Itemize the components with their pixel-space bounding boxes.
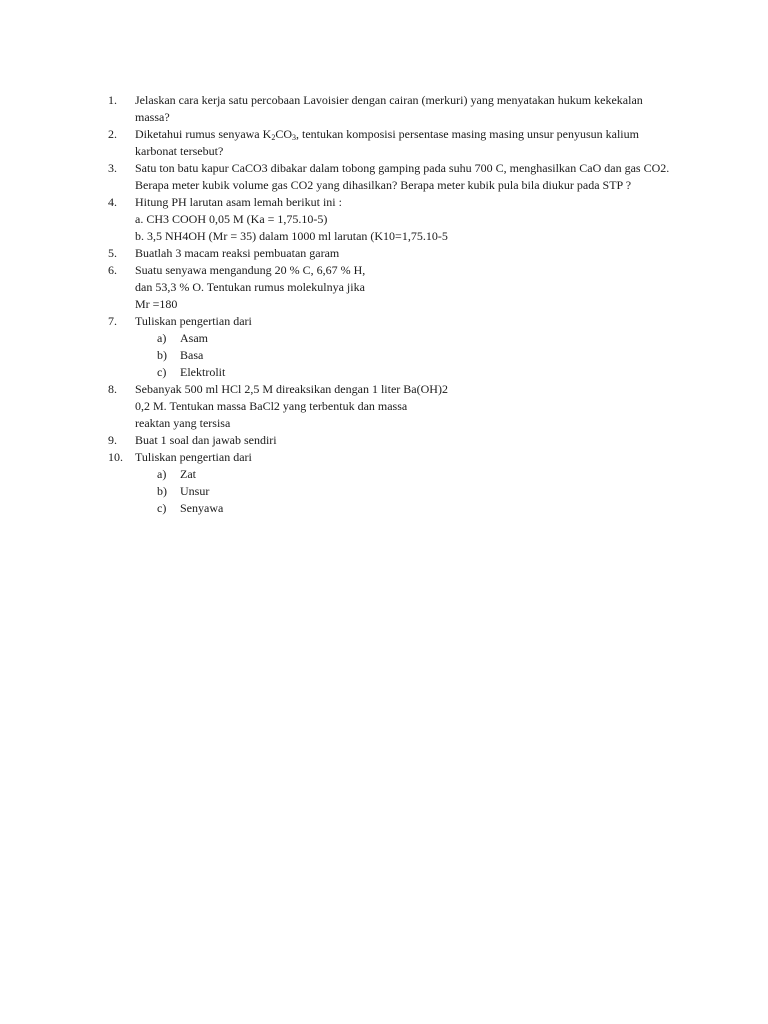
question-number: 4. bbox=[108, 195, 117, 209]
sub-item-text: Zat bbox=[180, 467, 196, 481]
question-7 bbox=[0, 313, 768, 381]
sub-item-text: Asam bbox=[180, 331, 208, 345]
question-10 bbox=[0, 449, 768, 517]
question-1 bbox=[0, 92, 768, 126]
question-line: Hitung PH larutan asam lemah berikut ini : bbox=[135, 195, 342, 209]
sub-item bbox=[135, 466, 680, 483]
question-number: 3. bbox=[108, 161, 117, 175]
sub-item-text: Basa bbox=[180, 348, 204, 362]
question-number: 2. bbox=[108, 127, 117, 141]
sub-item-label: c) bbox=[157, 365, 167, 379]
question-5 bbox=[0, 245, 768, 262]
question-text-part: CO bbox=[275, 127, 292, 141]
subscript: 3 bbox=[291, 133, 296, 142]
sub-item bbox=[135, 483, 680, 500]
question-text: Satu ton batu kapur CaCO3 dibakar dalam tobong gamping pada suhu 700 C, menghasilkan CaO dan gas CO2. Berapa meter kubik volume gas CO2 yang dihasilkan? Berapa meter kubik pula bila diukur pada STP ? bbox=[135, 161, 670, 192]
sub-item bbox=[135, 364, 680, 381]
question-2 bbox=[0, 126, 768, 160]
sub-item bbox=[135, 347, 680, 364]
question-line: Sebanyak 500 ml HCl 2,5 M direaksikan dengan 1 liter Ba(OH)2 bbox=[135, 382, 448, 396]
sub-item-label: b) bbox=[157, 348, 167, 362]
sub-item-label: a) bbox=[157, 331, 167, 345]
sub-item-text: Unsur bbox=[180, 484, 210, 498]
question-line: 0,2 M. Tentukan massa BaCl2 yang terbentuk dan massa bbox=[135, 399, 408, 413]
question-8 bbox=[0, 381, 768, 432]
sub-item-list bbox=[135, 466, 680, 517]
question-line: Buatlah 3 macam reaksi pembuatan garam bbox=[135, 246, 340, 260]
sub-item-text: Elektrolit bbox=[180, 365, 226, 379]
question-9 bbox=[0, 432, 768, 449]
question-number: 10. bbox=[108, 450, 123, 464]
question-text-part: , tentukan komposisi persentase masing masing unsur penyusun kalium karbonat tersebut? bbox=[135, 127, 639, 158]
question-line: reaktan yang tersisa bbox=[135, 416, 231, 430]
question-line: Tuliskan pengertian dari bbox=[135, 450, 252, 464]
question-line: Suatu senyawa mengandung 20 % C, 6,67 % H, bbox=[135, 263, 366, 277]
question-number: 7. bbox=[108, 314, 117, 328]
question-number: 6. bbox=[108, 263, 117, 277]
question-3 bbox=[0, 160, 768, 194]
question-number: 5. bbox=[108, 246, 117, 260]
question-line: dan 53,3 % O. Tentukan rumus molekulnya jika bbox=[135, 280, 365, 294]
sub-item-label: a) bbox=[157, 467, 167, 481]
question-line: Tuliskan pengertian dari bbox=[135, 314, 252, 328]
question-text: Jelaskan cara kerja satu percobaan Lavoisier dengan cairan (merkuri) yang menyatakan hukum kekekalan massa? bbox=[135, 93, 643, 124]
question-number: 1. bbox=[108, 93, 117, 107]
question-text-part: Diketahui rumus senyawa K bbox=[135, 127, 272, 141]
question-line: Buat 1 soal dan jawab sendiri bbox=[135, 433, 277, 447]
question-number: 8. bbox=[108, 382, 117, 396]
question-number: 9. bbox=[108, 433, 117, 447]
question-6 bbox=[0, 262, 768, 313]
question-line: a. CH3 COOH 0,05 M (Ka = 1,75.10-5) bbox=[135, 212, 328, 226]
subscript: 2 bbox=[271, 133, 276, 142]
sub-item-label: b) bbox=[157, 484, 167, 498]
sub-item-text: Senyawa bbox=[180, 501, 224, 515]
sub-item-list bbox=[135, 330, 680, 381]
question-4 bbox=[0, 194, 768, 245]
question-list bbox=[0, 92, 768, 517]
sub-item-label: c) bbox=[157, 501, 167, 515]
sub-item bbox=[135, 330, 680, 347]
question-line: Mr =180 bbox=[135, 297, 178, 311]
sub-item bbox=[135, 500, 680, 517]
question-text bbox=[135, 126, 680, 160]
question-line: b. 3,5 NH4OH (Mr = 35) dalam 1000 ml larutan (K10=1,75.10-5 bbox=[135, 229, 448, 243]
